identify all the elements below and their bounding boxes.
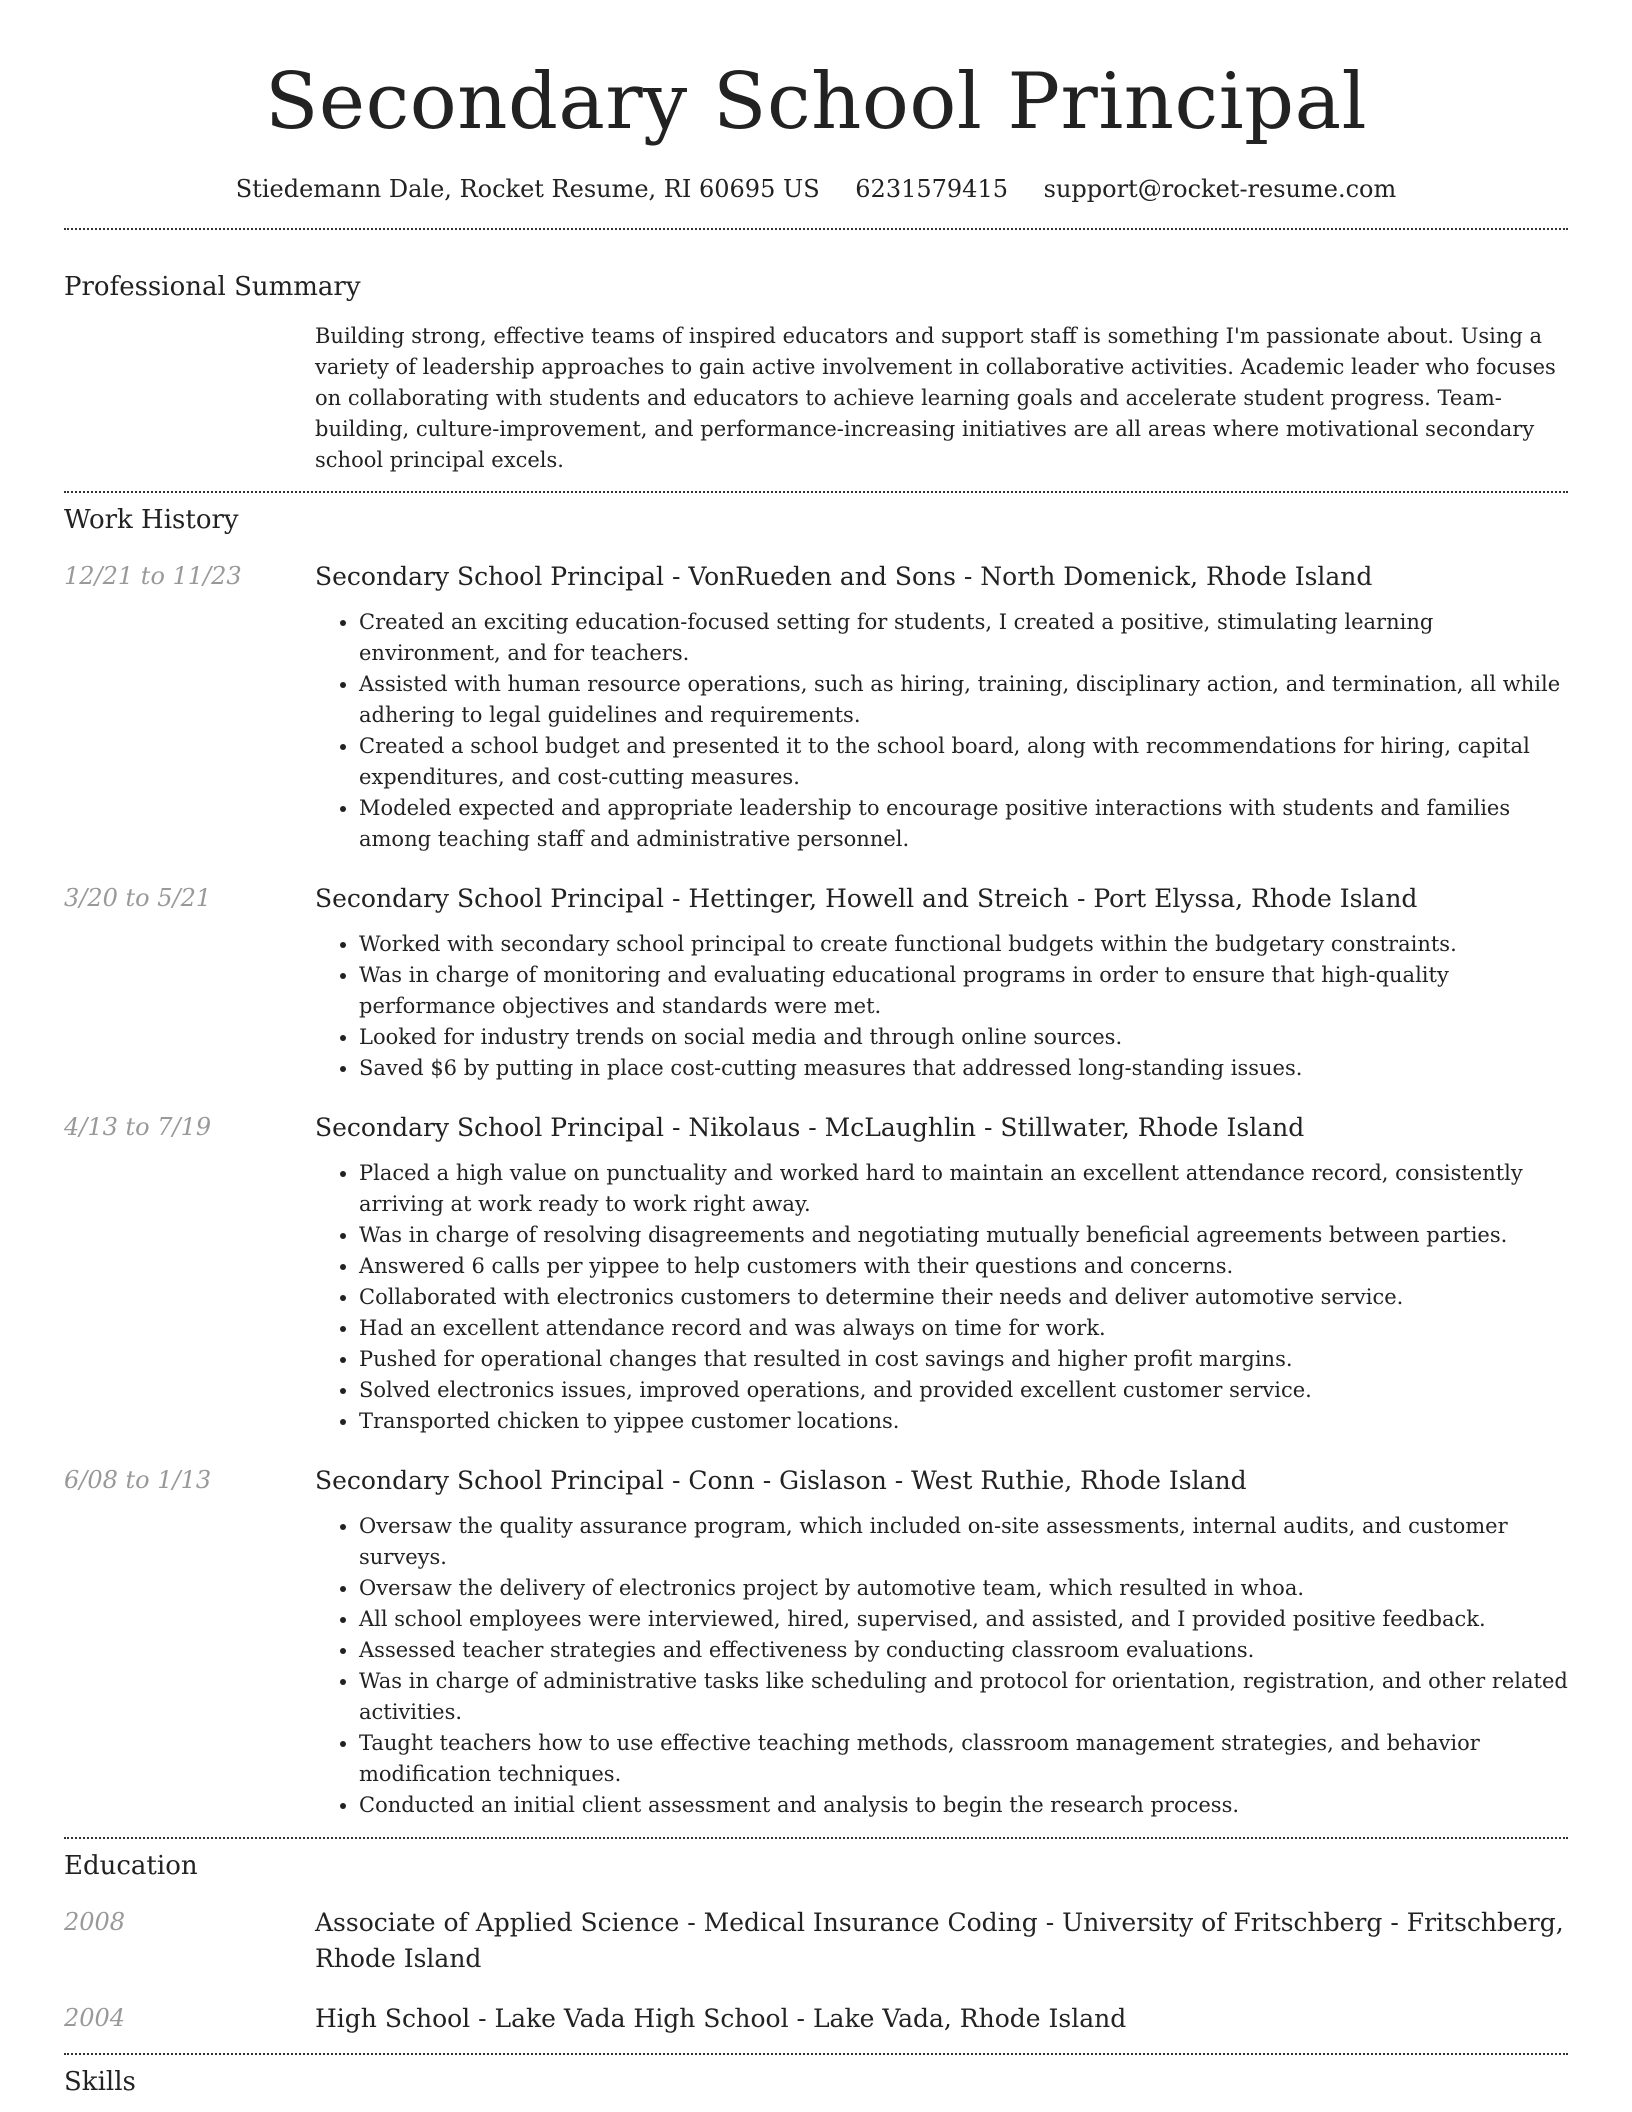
contact-phone: 6231579415 xyxy=(855,175,1008,203)
list-item: • Taught teachers how to use effective teaching methods, classroom management strategies, and behavior modification techniques. xyxy=(359,1728,1568,1790)
section-divider xyxy=(64,2053,1568,2055)
list-item: • Looked for industry trends on social media and through online sources. xyxy=(359,1022,1568,1053)
list-item: • Modeled expected and appropriate leadership to encourage positive interactions with students and families among teaching staff and administrative personnel. xyxy=(359,793,1568,855)
contact-address: Stiedemann Dale, Rocket Resume, RI 60695 US xyxy=(235,175,820,203)
education-date: 2008 xyxy=(64,1908,126,1936)
list-item: • Answered 6 calls per yippee to help customers with their questions and concerns. xyxy=(359,1251,1568,1282)
list-item: • Collaborated with electronics customers to determine their needs and deliver automotive service. xyxy=(359,1282,1568,1313)
list-item: • Was in charge of administrative tasks like scheduling and protocol for orientation, registration, and other related activities. xyxy=(359,1666,1568,1728)
list-item: • Was in charge of monitoring and evaluating educational programs in order to ensure that high-quality performance objectives and standards were met. xyxy=(359,960,1568,1022)
list-item: • Placed a high value on punctuality and worked hard to maintain an excellent attendance record, consistently arriving at work ready to work right away. xyxy=(359,1158,1568,1220)
job-date: 3/20 to 5/21 xyxy=(64,884,212,912)
education-entry xyxy=(64,2001,1568,2037)
education-entry xyxy=(64,1905,1568,1977)
job-date: 6/08 to 1/13 xyxy=(64,1466,212,1494)
job-title: Secondary School Principal - Hettinger, Howell and Streich - Port Elyssa, Rhode Island xyxy=(315,884,1418,913)
list-item: • Assisted with human resource operations, such as hiring, training, disciplinary action, and termination, all while adhering to legal guidelines and requirements. xyxy=(359,669,1568,731)
job-bullets xyxy=(315,1158,1568,1437)
education-title: High School - Lake Vada High School - Lake Vada, Rhode Island xyxy=(315,2004,1127,2033)
list-item: • Created an exciting education-focused setting for students, I created a positive, stimulating learning environment, and for teachers. xyxy=(359,607,1568,669)
job-entry xyxy=(64,1463,1568,1821)
list-item: • Assessed teacher strategies and effectiveness by conducting classroom evaluations. xyxy=(359,1635,1568,1666)
list-item: • Transported chicken to yippee customer locations. xyxy=(359,1406,1568,1437)
resume-page xyxy=(64,0,1568,2099)
contact-email: support@rocket-resume.com xyxy=(1043,175,1397,203)
job-title: Secondary School Principal - Conn - Gislason - West Ruthie, Rhode Island xyxy=(315,1466,1247,1495)
education-section xyxy=(64,1849,1568,2037)
list-item: • Saved $6 by putting in place cost-cutting measures that addressed long-standing issues. xyxy=(359,1053,1568,1084)
education-date: 2004 xyxy=(64,2004,126,2032)
work-history-heading: Work History xyxy=(64,505,239,535)
education-title: Associate of Applied Science - Medical Insurance Coding - University of Fritschberg - Fritschberg, Rhode Island xyxy=(315,1908,1564,1973)
summary-section xyxy=(64,270,1568,476)
contact-line xyxy=(64,172,1568,206)
list-item: • Conducted an initial client assessment and analysis to begin the research process. xyxy=(359,1790,1568,1821)
job-bullets xyxy=(315,1511,1568,1821)
resume-title: Secondary School Principal xyxy=(264,57,1368,147)
list-item: • Created a school budget and presented it to the school board, along with recommendations for hiring, capital expenditures, and cost-cutting measures. xyxy=(359,731,1568,793)
summary-heading: Professional Summary xyxy=(64,272,361,302)
work-history-section xyxy=(64,503,1568,1821)
job-entry xyxy=(64,559,1568,855)
summary-text: Building strong, effective teams of inspired educators and support staff is something I'm passionate about. Using a variety of leadership approaches to gain active involvement in collaborative activities. Academic leader who focuses on collaborating with students and educators to achieve learning goals and accelerate student progress. Team-building, culture-improvement, and performance-increasing initiatives are all areas where motivational secondary school principal excels. xyxy=(315,324,1556,472)
skills-heading: Skills xyxy=(64,2067,136,2097)
list-item: • Solved electronics issues, improved operations, and provided excellent customer service. xyxy=(359,1375,1568,1406)
list-item: • Was in charge of resolving disagreements and negotiating mutually beneficial agreements between parties. xyxy=(359,1220,1568,1251)
job-bullets xyxy=(315,607,1568,855)
job-title: Secondary School Principal - Nikolaus - McLaughlin - Stillwater, Rhode Island xyxy=(315,1113,1305,1142)
section-divider xyxy=(64,491,1568,493)
job-bullets xyxy=(315,929,1568,1084)
job-entry xyxy=(64,881,1568,1084)
list-item: • Oversaw the quality assurance program, which included on-site assessments, internal audits, and customer surveys. xyxy=(359,1511,1568,1573)
job-date: 4/13 to 7/19 xyxy=(64,1113,212,1141)
job-date: 12/21 to 11/23 xyxy=(64,562,242,590)
list-item: • Had an excellent attendance record and was always on time for work. xyxy=(359,1313,1568,1344)
section-divider xyxy=(64,1837,1568,1839)
job-entry xyxy=(64,1110,1568,1437)
job-title: Secondary School Principal - VonRueden and Sons - North Domenick, Rhode Island xyxy=(315,562,1373,591)
list-item: • All school employees were interviewed, hired, supervised, and assisted, and I provided positive feedback. xyxy=(359,1604,1568,1635)
section-divider xyxy=(64,228,1568,230)
education-heading: Education xyxy=(64,1851,198,1881)
list-item: • Oversaw the delivery of electronics project by automotive team, which resulted in whoa. xyxy=(359,1573,1568,1604)
list-item: • Worked with secondary school principal to create functional budgets within the budgetary constraints. xyxy=(359,929,1568,960)
list-item: • Pushed for operational changes that resulted in cost savings and higher profit margins. xyxy=(359,1344,1568,1375)
